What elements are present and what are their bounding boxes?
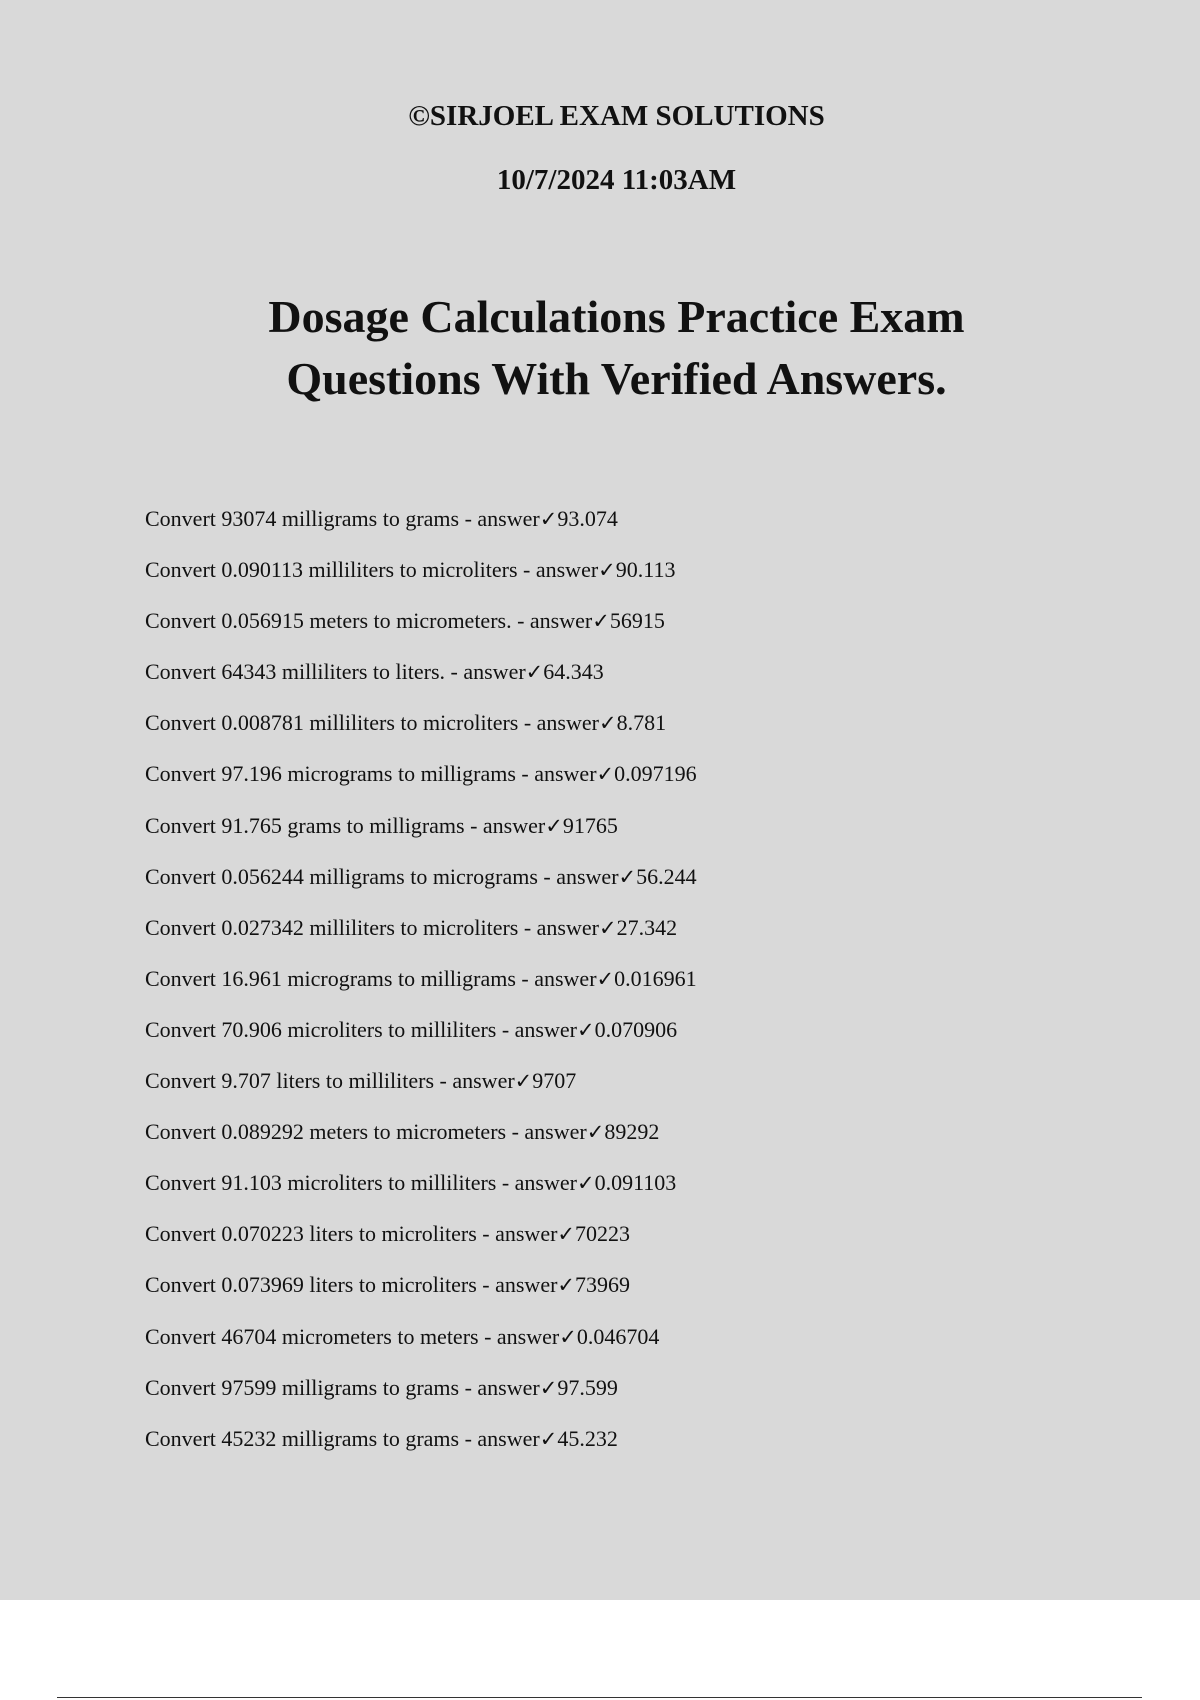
list-item [145, 913, 697, 943]
answer-text: 27.342 [616, 914, 678, 940]
checkmark-icon: ✓ [598, 558, 616, 583]
list-item [145, 759, 697, 789]
list-item [145, 1015, 697, 1045]
answer-text: 45.232 [557, 1425, 618, 1451]
question-text: Convert 91.765 grams to milligrams - answer [145, 812, 546, 838]
question-text: Convert 0.056244 milligrams to micrograms - answer [145, 863, 619, 889]
question-text: Convert 97599 milligrams to grams - answer [145, 1374, 540, 1400]
question-text: Convert 16.961 micrograms to milligrams - answer [145, 965, 597, 991]
answer-text: 0.046704 [576, 1323, 660, 1349]
brand-name: ©SIRJOEL EXAM SOLUTIONS [408, 100, 825, 132]
question-text: Convert 0.073969 liters to microliters - answer [145, 1272, 558, 1298]
answer-text: 8.781 [616, 710, 667, 736]
timestamp: 10/7/2024 11:03AM [496, 164, 737, 196]
question-text: Convert 64343 milliliters to liters. - answer [145, 659, 526, 685]
answer-text: 0.091103 [594, 1170, 677, 1196]
question-text: Convert 70.906 microliters to milliliters - answer [145, 1016, 577, 1042]
checkmark-icon: ✓ [557, 1273, 576, 1298]
answer-text: 56.244 [636, 863, 697, 889]
question-text: Convert 46704 micrometers to meters - answer [145, 1323, 560, 1349]
answer-text: 89292 [604, 1119, 660, 1145]
list-item [145, 555, 697, 585]
checkmark-icon: ✓ [596, 966, 615, 991]
question-text: Convert 9.707 liters to milliliters - answer [145, 1068, 515, 1094]
question-text: Convert 0.090113 milliliters to microliters - answer [145, 557, 599, 583]
answer-text: 0.016961 [614, 965, 697, 991]
list-item [145, 606, 697, 636]
checkmark-icon: ✓ [576, 1171, 595, 1196]
checkmark-icon: ✓ [596, 762, 615, 787]
checkmark-icon: ✓ [557, 1222, 576, 1247]
document-header [0, 96, 1200, 200]
list-item [145, 657, 697, 687]
answer-text: 56915 [609, 608, 665, 634]
answer-text: 97.599 [557, 1374, 618, 1400]
list-item [145, 964, 697, 994]
answer-text: 0.070906 [594, 1016, 678, 1042]
answer-text: 73969 [575, 1272, 631, 1298]
question-text: Convert 0.070223 liters to microliters - answer [145, 1221, 558, 1247]
answer-text: 64.343 [543, 659, 604, 685]
checkmark-icon: ✓ [514, 1069, 533, 1094]
question-text: Convert 93074 milligrams to grams - answer [145, 506, 540, 531]
document-title [0, 286, 1200, 410]
footer-rule [57, 1697, 1142, 1698]
checkmark-icon: ✓ [539, 507, 558, 531]
answer-text: 91765 [562, 812, 618, 838]
list-item [145, 1219, 697, 1249]
question-text: Convert 0.056915 meters to micrometers. - answer [145, 608, 593, 634]
checkmark-icon: ✓ [539, 1426, 558, 1451]
title-line-1: Dosage Calculations Practice Exam [268, 291, 965, 342]
checkmark-icon: ✓ [586, 1120, 605, 1145]
answer-text: 90.113 [615, 557, 676, 583]
list-item [145, 1424, 697, 1454]
checkmark-icon: ✓ [598, 711, 617, 736]
answer-text: 9707 [532, 1068, 577, 1094]
question-text: Convert 0.008781 milliliters to microliters - answer [145, 710, 599, 736]
list-item [145, 811, 697, 841]
answer-text: 93.074 [557, 506, 618, 531]
list-item [145, 862, 697, 892]
answer-text: 0.097196 [614, 761, 697, 787]
checkmark-icon: ✓ [559, 1324, 577, 1349]
checkmark-icon: ✓ [618, 864, 637, 889]
checkmark-icon: ✓ [576, 1017, 595, 1042]
list-item [145, 504, 697, 534]
checkmark-icon: ✓ [592, 609, 610, 634]
checkmark-icon: ✓ [539, 1375, 558, 1400]
checkmark-icon: ✓ [525, 660, 544, 685]
list-item [145, 708, 697, 738]
question-list [145, 504, 697, 1475]
question-text: Convert 0.027342 milliliters to microliters - answer [145, 914, 599, 940]
list-item [145, 1322, 697, 1352]
answer-text: 70223 [575, 1221, 631, 1247]
checkmark-icon: ✓ [545, 813, 563, 838]
list-item [145, 1066, 697, 1096]
list-item [145, 1373, 697, 1403]
question-text: Convert 91.103 microliters to milliliters - answer [145, 1170, 577, 1196]
list-item [145, 1117, 697, 1147]
list-item [145, 1270, 697, 1300]
question-text: Convert 45232 milligrams to grams - answer [145, 1425, 540, 1451]
question-text: Convert 97.196 micrograms to milligrams - answer [145, 761, 597, 787]
list-item [145, 1168, 697, 1198]
checkmark-icon: ✓ [598, 915, 617, 940]
title-line-2: Questions With Verified Answers. [286, 353, 947, 404]
question-text: Convert 0.089292 meters to micrometers - answer [145, 1119, 587, 1145]
